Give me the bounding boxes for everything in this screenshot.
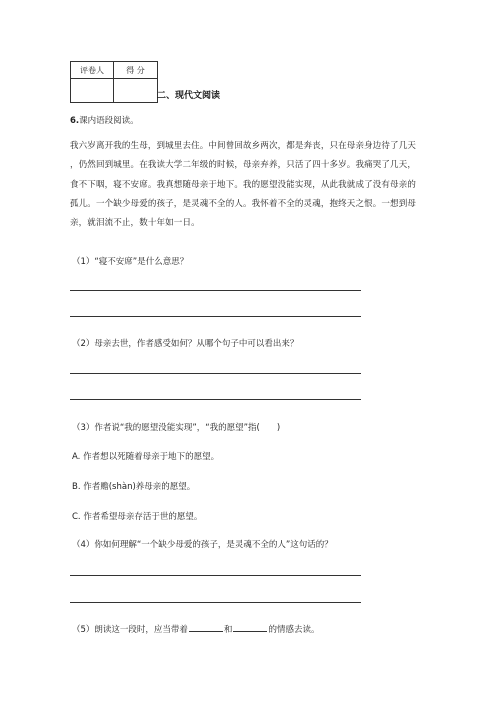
option-b[interactable]: B. 作者赡(shàn)养母亲的愿望。 (72, 482, 196, 492)
fill-blank-2[interactable] (233, 622, 267, 632)
fill-blank-1[interactable] (189, 622, 223, 632)
subquestion-1: （1）“寝不安席”是什么意思？ (72, 257, 189, 267)
subquestion-3: （3）作者说“我的愿望没能实现”，“我的愿望”指( ) (72, 423, 281, 433)
answer-line[interactable] (70, 602, 361, 603)
passage-line: 亲，就泪流不止，数十年如一日。 (70, 218, 200, 229)
grader-label: 评卷人 (71, 62, 114, 79)
subquestion-4: （4）你如何理解“一个缺少母爱的孩子，是灵魂不全的人”这句话的？ (72, 540, 333, 550)
option-a[interactable]: A. 作者想以死随着母亲于地下的愿望。 (72, 452, 220, 462)
q5-prefix: （5）朗读这一段时，应当带着 (72, 625, 188, 635)
answer-line[interactable] (70, 373, 361, 374)
question-instruction: 课内语段阅读。 (79, 116, 139, 126)
q5-middle: 和 (223, 625, 233, 635)
passage-line: 我六岁离开我的生母，到城里去住。中间曾回故乡两次，都是奔丧，只在母亲身边待了几天 (70, 141, 417, 151)
question-number: 6. (70, 116, 80, 126)
passage-line: ，仍然回到城里。在我读大学二年级的时候，母亲弃养，只活了四十多岁。我痛哭了几天， (70, 160, 417, 171)
score-table (70, 61, 158, 103)
subquestion-5 (72, 622, 319, 635)
answer-line[interactable] (70, 316, 361, 317)
subquestion-2: （2）母亲去世，作者感受如何？从哪个句子中可以看出来？ (72, 339, 299, 349)
answer-line[interactable] (70, 399, 361, 400)
score-label: 得 分 (114, 62, 158, 79)
section-title: 二、现代文阅读 (157, 91, 221, 101)
answer-line[interactable] (70, 290, 361, 291)
passage-line: 食不下咽，寝不安席。我真想随母亲于地下。我的愿望没能实现，从此我就成了没有母亲的 (70, 179, 417, 190)
grader-cell[interactable] (71, 79, 114, 103)
score-cell[interactable] (114, 79, 158, 103)
reading-passage (70, 137, 434, 233)
option-c[interactable]: C. 作者希望母亲存活于世的愿望。 (72, 512, 203, 522)
answer-line[interactable] (70, 575, 361, 576)
q5-suffix: 的情感去读。 (268, 625, 320, 635)
question-header (70, 114, 139, 126)
passage-line: 孤儿。一个缺少母爱的孩子，是灵魂不全的人。我怀着不全的灵魂，抱终天之恨。一想到母 (70, 198, 417, 209)
